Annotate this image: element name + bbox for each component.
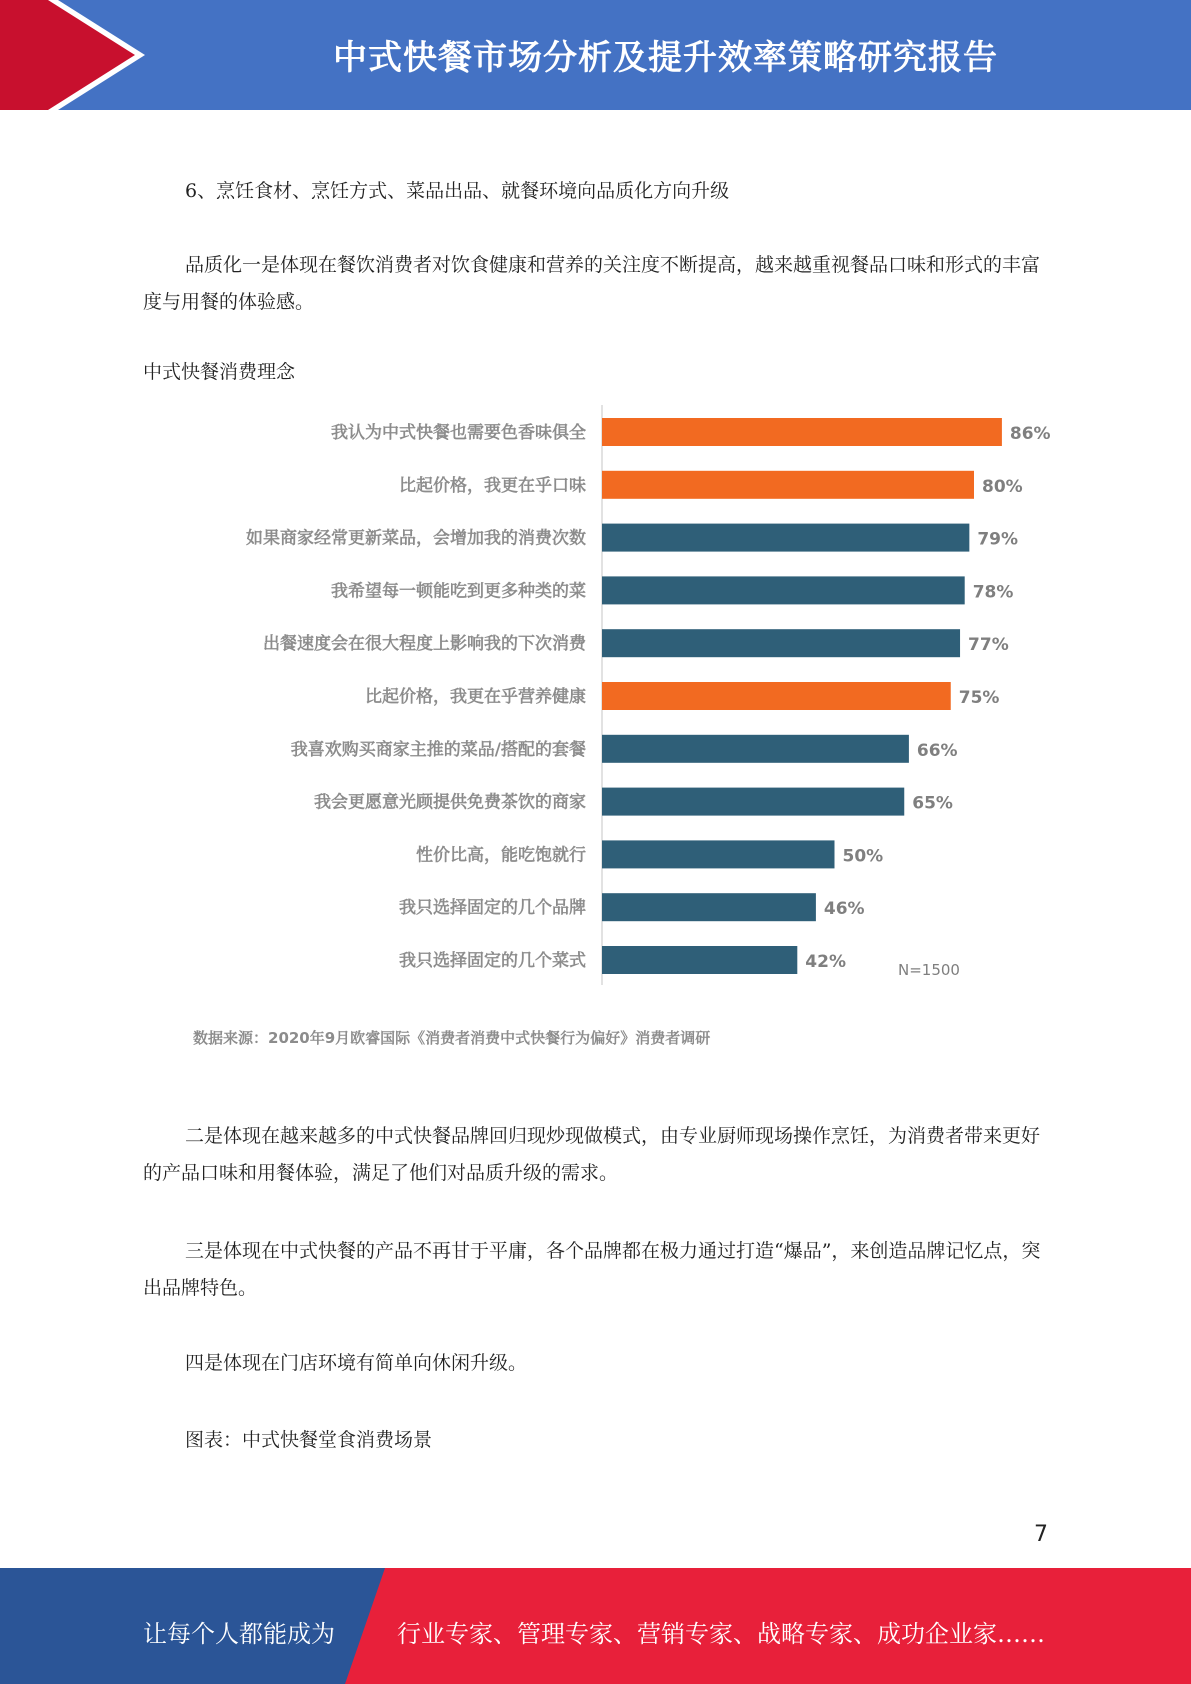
chart-bar — [602, 471, 974, 499]
paragraph-quality-3: 三是体现在中式快餐的产品不再甘于平庸，各个品牌都在极力通过打造“爆品”，来创造品牌记忆点，突出品牌特色。 — [143, 1240, 1041, 1299]
chart-value-label: 66% — [916, 740, 958, 761]
chart-sample-note: N=1500 — [898, 961, 960, 979]
chart-value-label: 80% — [982, 476, 1023, 497]
chart-category-label: 如果商家经常更新菜品，会增加我的消费次数 — [246, 528, 586, 549]
figure-caption: 图表：中式快餐堂食消费场景 — [185, 1429, 433, 1451]
chart-value-label: 42% — [805, 952, 847, 972]
chart-bar — [602, 418, 1002, 446]
chart-value-label: 75% — [958, 688, 1000, 708]
chart-category-label: 我只选择固定的几个菜式 — [399, 951, 586, 971]
chart-category-label: 比起价格，我更在乎口味 — [399, 475, 586, 496]
chart-value-label: 46% — [823, 899, 865, 920]
chart-category-label: 性价比高，能吃饱就行 — [416, 845, 586, 866]
chart-category-label: 我希望每一顿能吃到更多种类的菜 — [331, 581, 586, 602]
chart-bar — [602, 946, 797, 974]
chart-value-label: 77% — [968, 635, 1009, 656]
paragraph-quality-2: 二是体现在越来越多的中式快餐品牌回归现炒现做模式，由专业厨师现场操作烹饪，为消费者带来更好的产品口味和用餐体验，满足了他们对品质升级的需求。 — [143, 1125, 1041, 1184]
chart-value-label: 65% — [912, 793, 953, 814]
page-header — [0, 0, 1191, 110]
chart-bar — [602, 576, 965, 604]
chart-value-label: 50% — [842, 846, 884, 867]
paragraph-quality-1: 品质化一是体现在餐饮消费者对饮食健康和营养的关注度不断提高，越来越重视餐品口味和形式的丰富度与用餐的体验感。 — [143, 254, 1041, 313]
chart-caption: 中式快餐消费理念 — [143, 361, 296, 383]
section-heading: 6、烹饪食材、烹饪方式、菜品出品、就餐环境向品质化方向升级 — [185, 180, 730, 202]
chart-category-label: 我喜欢购买商家主推的菜品/搭配的套餐 — [290, 739, 586, 760]
chart-bar — [602, 788, 904, 816]
chart-category-label: 我认为中式快餐也需要色香味俱全 — [331, 423, 586, 443]
chart-category-label: 我只选择固定的几个品牌 — [399, 898, 586, 919]
footer-slogan-left: 让每个人都能成为 — [143, 1620, 335, 1648]
chart-bar — [602, 893, 816, 921]
chart-category-label: 出餐速度会在很大程度上影响我的下次消费 — [263, 634, 586, 655]
chart-bar — [602, 682, 951, 710]
chart-source: 数据来源：2020年9月欧睿国际《消费者消费中式快餐行为偏好》消费者调研 — [193, 1029, 711, 1047]
chart-value-label: 86% — [1009, 424, 1051, 444]
chart-category-label: 比起价格，我更在乎营养健康 — [365, 687, 586, 707]
chart-category-label: 我会更愿意光顾提供免费茶饮的商家 — [314, 792, 586, 813]
chart-bar — [602, 524, 969, 552]
footer-slogan-right: 行业专家、管理专家、营销专家、战略专家、成功企业家…… — [397, 1620, 1045, 1648]
document-title: 中式快餐市场分析及提升效率策略研究报告 — [333, 38, 998, 78]
page-footer — [0, 1568, 1191, 1684]
page-number: 7 — [1034, 1522, 1048, 1547]
chart-bar — [602, 840, 835, 868]
consumption-concept-chart — [140, 405, 1100, 995]
chart-value-label: 78% — [972, 582, 1014, 603]
chart-value-label: 79% — [977, 529, 1019, 550]
chart-bar — [602, 629, 960, 657]
chart-bar — [602, 735, 909, 763]
paragraph-quality-4: 四是体现在门店环境有简单向休闲升级。 — [185, 1352, 528, 1374]
